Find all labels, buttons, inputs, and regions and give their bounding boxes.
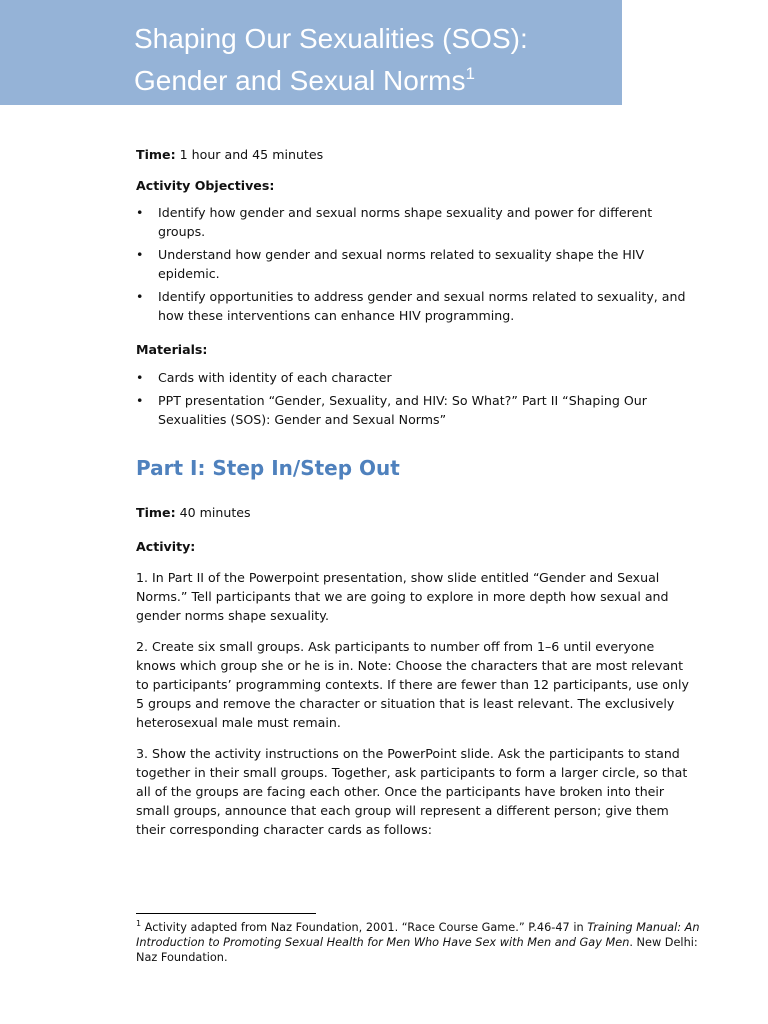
list-item [136,245,698,283]
footnote-text-start: Activity adapted from Naz Foundation, 2001. “Race Course Game.” P.46-47 in [141,921,588,934]
footnote-text-end: . New Delhi: Naz Foundation. [136,936,698,964]
total-time [136,145,698,164]
list-item [136,287,698,325]
document-body [136,145,698,839]
footnote-separator [136,913,316,914]
list-item [136,203,698,241]
materials-heading: Materials: [136,342,208,357]
footnote-book-title: Training Manual: An Introduction to Promoting Sexual Health for Men Who Have Sex with Men and Gay Men [136,921,700,949]
activity-step-3: 3. Show the activity instructions on the PowerPoint slide. Ask the participants to stand together in their small groups. Together, ask participants to form a larger circle, so that all of the groups are facing each other. Once the participants have broken into their small groups, announce that each group will represent a different person; give them their corresponding character cards as follows: [136,746,688,837]
footnote [136,920,701,965]
part-1-time-value: 40 minutes [175,505,251,520]
objective-text: Identify how gender and sexual norms shape sexuality and power for different groups. [158,205,653,239]
part-1-time [136,503,698,522]
page-title [134,18,528,102]
material-text: PPT presentation “Gender, Sexuality, and HIV: So What?” Part II “Shaping Our Sexualities (SOS): Gender and Sexual Norms” [158,393,647,427]
title-line-1: Shaping Our Sexualities (SOS): [134,23,528,54]
objectives-heading: Activity Objectives: [136,178,275,193]
footnote-mark: 1 [136,919,142,929]
bullet-icon: • [136,393,144,408]
total-time-label: Time: [136,147,176,162]
bullet-icon: • [136,370,144,385]
part-1-time-label: Time: [136,505,176,520]
bullet-icon: • [136,247,144,262]
section-heading-part-1: Part I: Step In/Step Out [136,456,400,480]
list-item [136,391,698,429]
total-time-value: 1 hour and 45 minutes [175,147,324,162]
bullet-icon: • [136,205,144,220]
activity-step-1: 1. In Part II of the Powerpoint presentation, show slide entitled “Gender and Sexual Norms.” Tell participants that we are going to explore in more depth how sexual and gender norms shape sexuality. [136,570,669,623]
objective-text: Understand how gender and sexual norms related to sexuality shape the HIV epidemic. [158,247,645,281]
materials-list [136,368,698,429]
activity-step-2: 2. Create six small groups. Ask participants to number off from 1–6 until everyone knows which group she or he is in. Note: Choose the characters that are most relevant to participants’ programming contexts. If there are fewer than 12 participants, use only 5 groups and remove the character or situation that is least relevant. The exclusively heterosexual male must remain. [136,639,689,730]
bullet-icon: • [136,289,144,304]
title-line-2: Gender and Sexual Norms [134,65,466,96]
activity-heading: Activity: [136,539,196,554]
material-text: Cards with identity of each character [158,370,392,385]
title-footnote-mark: 1 [465,64,475,83]
list-item [136,368,698,387]
objectives-list [136,203,698,325]
objective-text: Identify opportunities to address gender and sexual norms related to sexuality, and how these interventions can enhance HIV programming. [158,289,686,323]
